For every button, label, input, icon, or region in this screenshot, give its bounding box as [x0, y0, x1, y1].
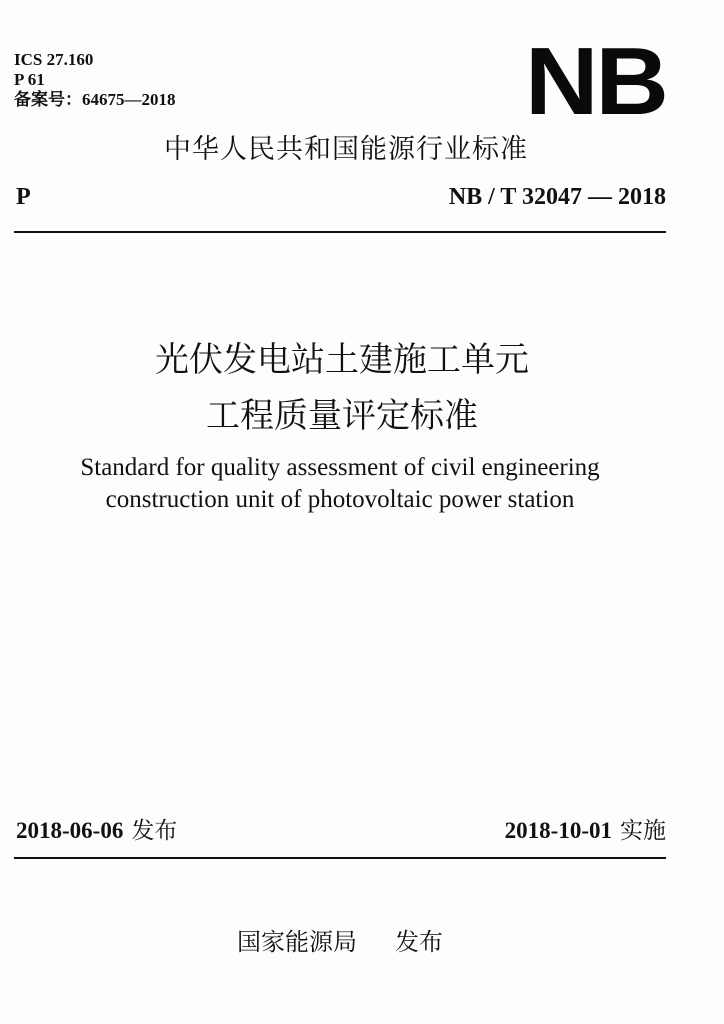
record-number: 备案号：64675—2018: [14, 90, 176, 109]
english-title-line-1: [0, 452, 724, 484]
chinese-title-line-2-text: 工程质量评定标准: [206, 396, 478, 436]
category-letter: P: [16, 184, 31, 210]
chinese-title-line-1: [0, 334, 724, 386]
ics-code: ICS 27.160: [14, 50, 94, 69]
implement-date: 2018-10-01: [504, 818, 612, 843]
english-title-line-2-text: construction unit of photovoltaic power station: [105, 486, 575, 513]
issue-label: 发布: [131, 818, 178, 844]
top-divider: [14, 231, 666, 233]
publisher-line-inner: [237, 926, 443, 958]
english-title-line-2: [0, 484, 724, 516]
issue-date-block: [16, 816, 177, 846]
issue-date: 2018-06-06: [16, 818, 124, 843]
classification-block: [14, 50, 176, 110]
bottom-divider: [14, 857, 666, 859]
industry-standard-title-text: 中华人民共和国能源行业标准: [164, 134, 528, 165]
industry-standard-title: [0, 133, 724, 167]
nb-logo: NB: [525, 28, 666, 135]
standard-number: NB / T 32047 — 2018: [448, 184, 666, 210]
english-title-line-1-text: Standard for quality assessment of civil engineering: [80, 454, 600, 481]
chinese-title-line-1-text: 光伏发电站土建施工单元: [155, 340, 529, 380]
publisher-line: [0, 926, 724, 958]
implement-label: 实施: [620, 818, 666, 844]
chinese-title-line-2: [0, 390, 724, 442]
ccs-code: P 61: [14, 70, 45, 89]
implement-date-block: [505, 816, 666, 846]
publisher-action: 发布: [395, 928, 443, 956]
publisher-name: 国家能源局: [237, 928, 357, 956]
